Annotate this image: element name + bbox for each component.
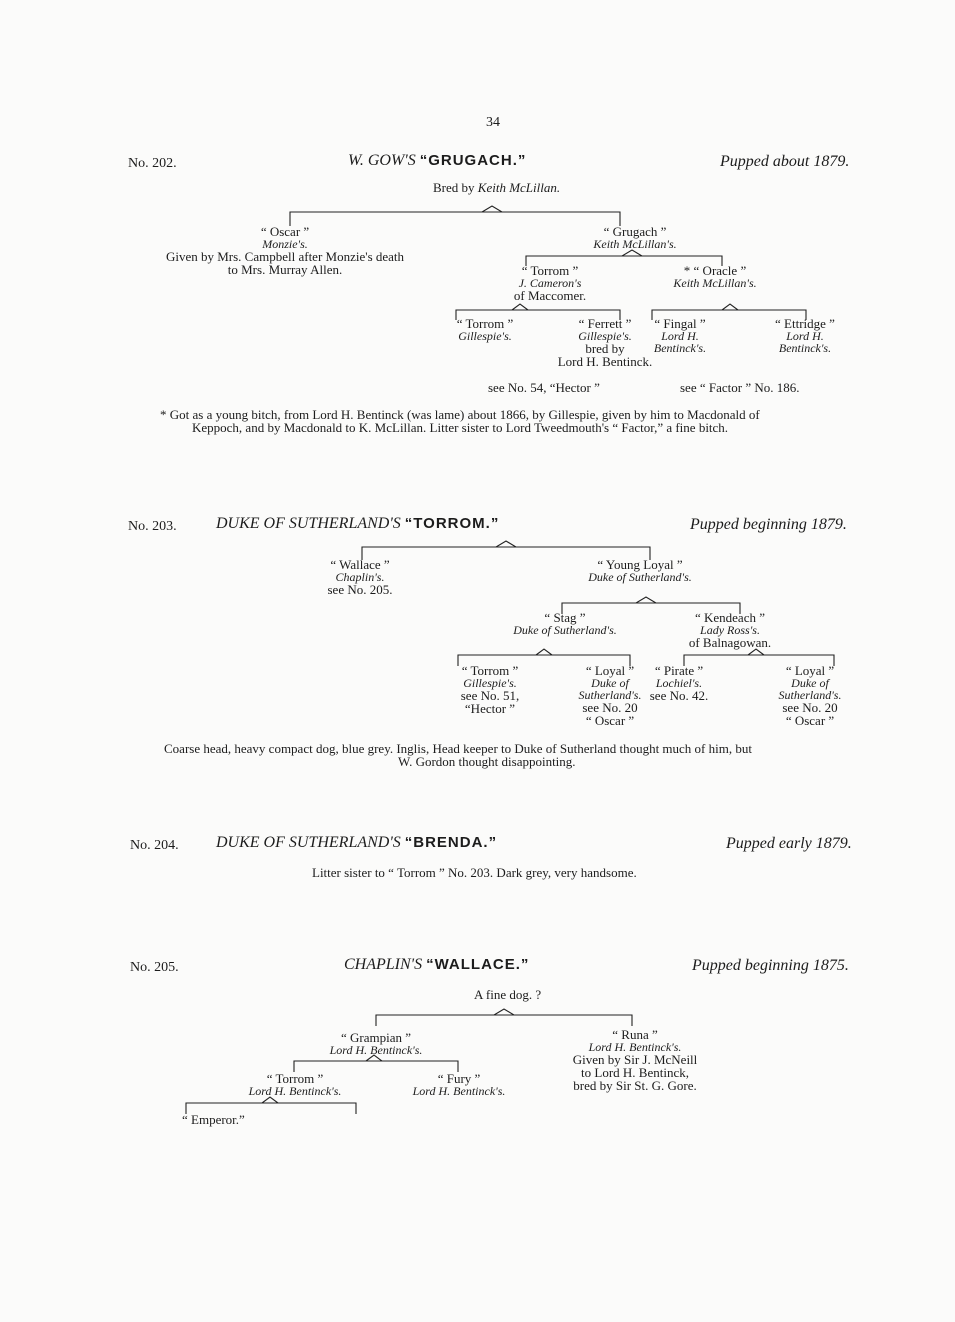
pupped-date: Pupped about 1879. <box>720 153 850 170</box>
page-number: 34 <box>486 115 500 130</box>
ancestor-owner: Bentinck's. <box>778 341 832 355</box>
description: W. Gordon thought disappointing. <box>398 754 576 769</box>
owner: DUKE OF SUTHERLAND'S <box>216 834 401 851</box>
ancestor-name: “ Ettridge ” <box>775 316 835 331</box>
entry-title <box>344 956 529 974</box>
cross-reference: see No. 54, “Hector ” <box>488 380 600 395</box>
dam-dam-name: “ Kendeach ” <box>694 610 765 625</box>
pupped-date: Pupped early 1879. <box>726 835 852 852</box>
sire-sire-owner: Lord H. Bentinck's. <box>248 1084 342 1098</box>
sire-owner: Chaplin's. <box>335 570 385 584</box>
ancestor-name: “ Torrom ” <box>461 663 519 678</box>
entry-number: No. 203. <box>128 519 177 534</box>
dam-note: Given by Sir J. McNeill <box>572 1052 698 1067</box>
sire-dam <box>394 1072 524 1097</box>
dam-dam <box>650 264 780 289</box>
dam-name: “ Grugach ” <box>603 224 667 239</box>
dam-sire-owner: Duke of Sutherland's. <box>513 623 617 637</box>
ancestor-owner: Sutherland's. <box>578 688 642 702</box>
owner: W. GOW'S <box>348 152 416 169</box>
description: Litter sister to “ Torrom ” No. 203. Dark grey, very handsome. <box>312 865 637 880</box>
ancestor <box>440 664 540 715</box>
ancestor-name: “ Loyal ” <box>585 663 635 678</box>
ancestor <box>642 664 716 702</box>
entry-title <box>348 152 526 170</box>
ancestor-owner: Sutherland's. <box>778 688 842 702</box>
sire <box>310 558 410 596</box>
dog-name: “WALLACE.” <box>426 956 530 973</box>
bred-by <box>433 181 560 194</box>
ancestor-name: “ Fingal ” <box>654 316 706 331</box>
ancestor-owner: Lord H. <box>786 329 824 343</box>
ancestor-note: “ Oscar ” <box>585 713 635 728</box>
dam-name: “ Runa ” <box>612 1027 658 1042</box>
ancestor-note: see No. 42. <box>649 688 709 703</box>
ancestor-name: “ Emperor.” <box>182 1112 245 1127</box>
ancestor-note: see No. 20 <box>782 700 838 715</box>
dam-sire-note: of Maccomer. <box>513 288 587 303</box>
dam-sire-name: “ Stag ” <box>544 610 586 625</box>
dam-dam <box>670 611 790 649</box>
dam-dam-name: * “ Oracle ” <box>683 263 747 278</box>
sire-name: “ Oscar ” <box>260 224 310 239</box>
cross-reference: see “ Factor ” No. 186. <box>680 380 800 395</box>
ancestor <box>762 664 858 727</box>
dam-note: to Lord H. Bentinck, <box>581 1065 689 1080</box>
dam-sire-owner: J. Cameron's <box>518 276 582 290</box>
dam-dam-owner: Keith McLillan's. <box>673 276 757 290</box>
ancestor-owner: Gillespie's. <box>578 329 632 343</box>
dam-note: bred by Sir St. G. Gore. <box>573 1078 697 1093</box>
bred-prefix: Bred by <box>433 180 475 195</box>
footnote: Keppoch, and by Macdonald to K. McLillan. Litter sister to Lord Tweedmouth's “ Factor,” a fine bitch. <box>192 420 729 435</box>
ancestor-note: Lord H. Bentinck. <box>557 354 653 369</box>
description: A fine dog. ? <box>474 987 542 1002</box>
dam-sire <box>490 264 610 302</box>
pupped-date: Pupped beginning 1879. <box>690 516 847 533</box>
entry-number: No. 204. <box>130 838 179 853</box>
entry-number: No. 205. <box>130 960 179 975</box>
sire-dam-name: “ Fury ” <box>437 1071 481 1086</box>
entry-title <box>216 515 499 533</box>
dam <box>570 558 710 583</box>
sire-note: Given by Mrs. Campbell after Monzie's death <box>165 249 405 264</box>
ancestor <box>760 317 850 354</box>
entry-number: No. 202. <box>128 156 177 171</box>
sire-owner: Monzie's. <box>262 237 308 251</box>
dog-name: “TORROM.” <box>404 515 500 532</box>
ancestor-note: see No. 51, <box>460 688 520 703</box>
dam-owner: Keith McLillan's. <box>593 237 677 251</box>
sire-owner: Lord H. Bentinck's. <box>329 1043 423 1057</box>
sire-dam-owner: Lord H. Bentinck's. <box>412 1084 506 1098</box>
ancestor-name: “ Torrom ” <box>456 316 514 331</box>
sire-name: “ Wallace ” <box>330 557 390 572</box>
ancestor-note: see No. 20 <box>582 700 638 715</box>
sire <box>306 1031 446 1056</box>
sire-name: “ Grampian ” <box>340 1030 412 1045</box>
dam <box>560 225 710 250</box>
dam-owner: Lord H. Bentinck's. <box>588 1040 682 1054</box>
dam-owner: Duke of Sutherland's. <box>588 570 692 584</box>
dam-sire <box>495 611 635 636</box>
footnote: * Got as a young bitch, from Lord H. Bentinck (was lame) about 1866, by Gillespie, given by him to Macdonald of <box>160 407 760 422</box>
ancestor <box>640 317 720 354</box>
description: Coarse head, heavy compact dog, blue grey. Inglis, Head keeper to Duke of Sutherland thought much of him, but <box>164 741 752 756</box>
ancestor-owner: Bentinck's. <box>653 341 707 355</box>
ancestor-owner: Duke of <box>791 676 829 690</box>
dog-name: “BRENDA.” <box>404 834 498 851</box>
ancestor-note: “ Oscar ” <box>785 713 835 728</box>
ancestor-owner: Duke of <box>591 676 629 690</box>
ancestor-note: “Hector ” <box>464 701 516 716</box>
pupped-date: Pupped beginning 1875. <box>692 957 849 974</box>
dam-sire-name: “ Torrom ” <box>521 263 579 278</box>
ancestor-name: “ Loyal ” <box>785 663 835 678</box>
dam <box>550 1028 720 1092</box>
dam-dam-owner: Lady Ross's. <box>700 623 760 637</box>
ancestor-name: “ Ferrett ” <box>578 316 632 331</box>
sire-sire <box>230 1072 360 1097</box>
breeder: Keith McLillan. <box>477 180 561 195</box>
sire-note: to Mrs. Murray Allen. <box>227 262 343 277</box>
ancestor-name: “ Pirate ” <box>654 663 704 678</box>
entry-title <box>216 834 497 852</box>
ancestor-owner: Lochiel's. <box>655 676 703 690</box>
sire-sire-name: “ Torrom ” <box>266 1071 324 1086</box>
ancestor <box>440 317 530 342</box>
ancestor-owner: Lord H. <box>661 329 699 343</box>
ancestor-owner: Gillespie's. <box>463 676 517 690</box>
sire-note: see No. 205. <box>327 582 393 597</box>
sire <box>140 225 430 276</box>
ancestor-owner: Gillespie's. <box>458 329 512 343</box>
owner: CHAPLIN'S <box>344 956 423 973</box>
ancestor-note: bred by <box>585 341 625 356</box>
dog-name: “GRUGACH.” <box>419 152 527 169</box>
dam-dam-note: of Balnagowan. <box>688 635 772 650</box>
owner: DUKE OF SUTHERLAND'S <box>216 515 401 532</box>
dam-name: “ Young Loyal ” <box>597 557 683 572</box>
